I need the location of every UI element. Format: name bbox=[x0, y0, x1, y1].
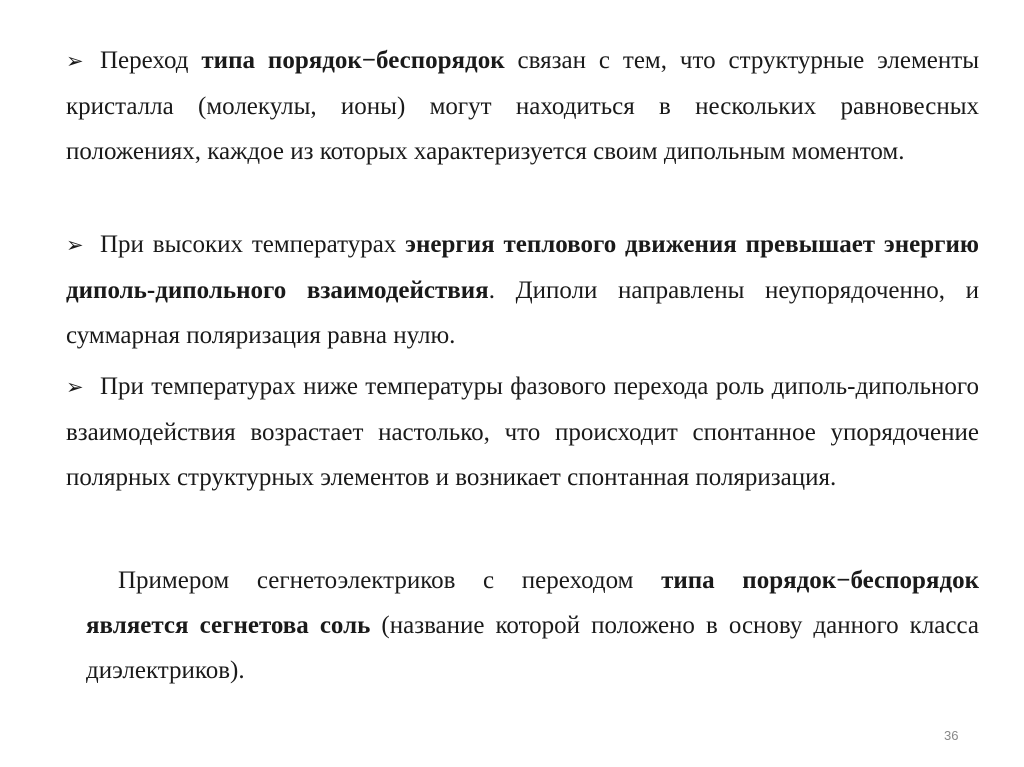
paragraph-text: . Диполи направлены неупорядоченно, и суммарная поляризация равна нулю. bbox=[66, 277, 979, 349]
arrow-bullet-icon: ➢ bbox=[66, 233, 84, 257]
closing-paragraph bbox=[86, 558, 979, 693]
paragraph-text: (название которой положено в основу данного класса диэлектриков). bbox=[86, 612, 979, 684]
bold-term: типа порядок−беспорядок является сегнетова соль bbox=[86, 567, 979, 639]
arrow-bullet-icon: ➢ bbox=[66, 49, 84, 73]
paragraph-text: При температурах ниже температуры фазового перехода роль диполь-дипольного взаимодействия возрастает настолько, что происходит спонтанное упорядочение полярных структурных элементов и возникает спонтанная поляризация. bbox=[66, 373, 979, 491]
bullet-paragraph-3 bbox=[66, 364, 979, 500]
bullet-paragraph-2 bbox=[66, 222, 979, 358]
paragraph-text: При высоких температурах bbox=[100, 231, 406, 258]
bold-term: энергия теплового движения превышает энергию диполь-дипольного взаимодействия bbox=[66, 231, 979, 304]
page-number: 36 bbox=[944, 728, 959, 743]
bold-term: типа порядок−беспорядок bbox=[201, 47, 505, 74]
paragraph-text: Переход bbox=[100, 47, 202, 74]
arrow-bullet-icon: ➢ bbox=[66, 375, 84, 399]
paragraph-text: связан с тем, что структурные элементы кристалла (молекулы, ионы) могут находиться в нескольких равновесных положениях, каждое из которых характеризуется своим дипольным моментом. bbox=[66, 47, 980, 165]
bullet-paragraph-1 bbox=[66, 38, 979, 174]
paragraph-text: Примером сегнетоэлектриков с переходом bbox=[118, 567, 662, 594]
